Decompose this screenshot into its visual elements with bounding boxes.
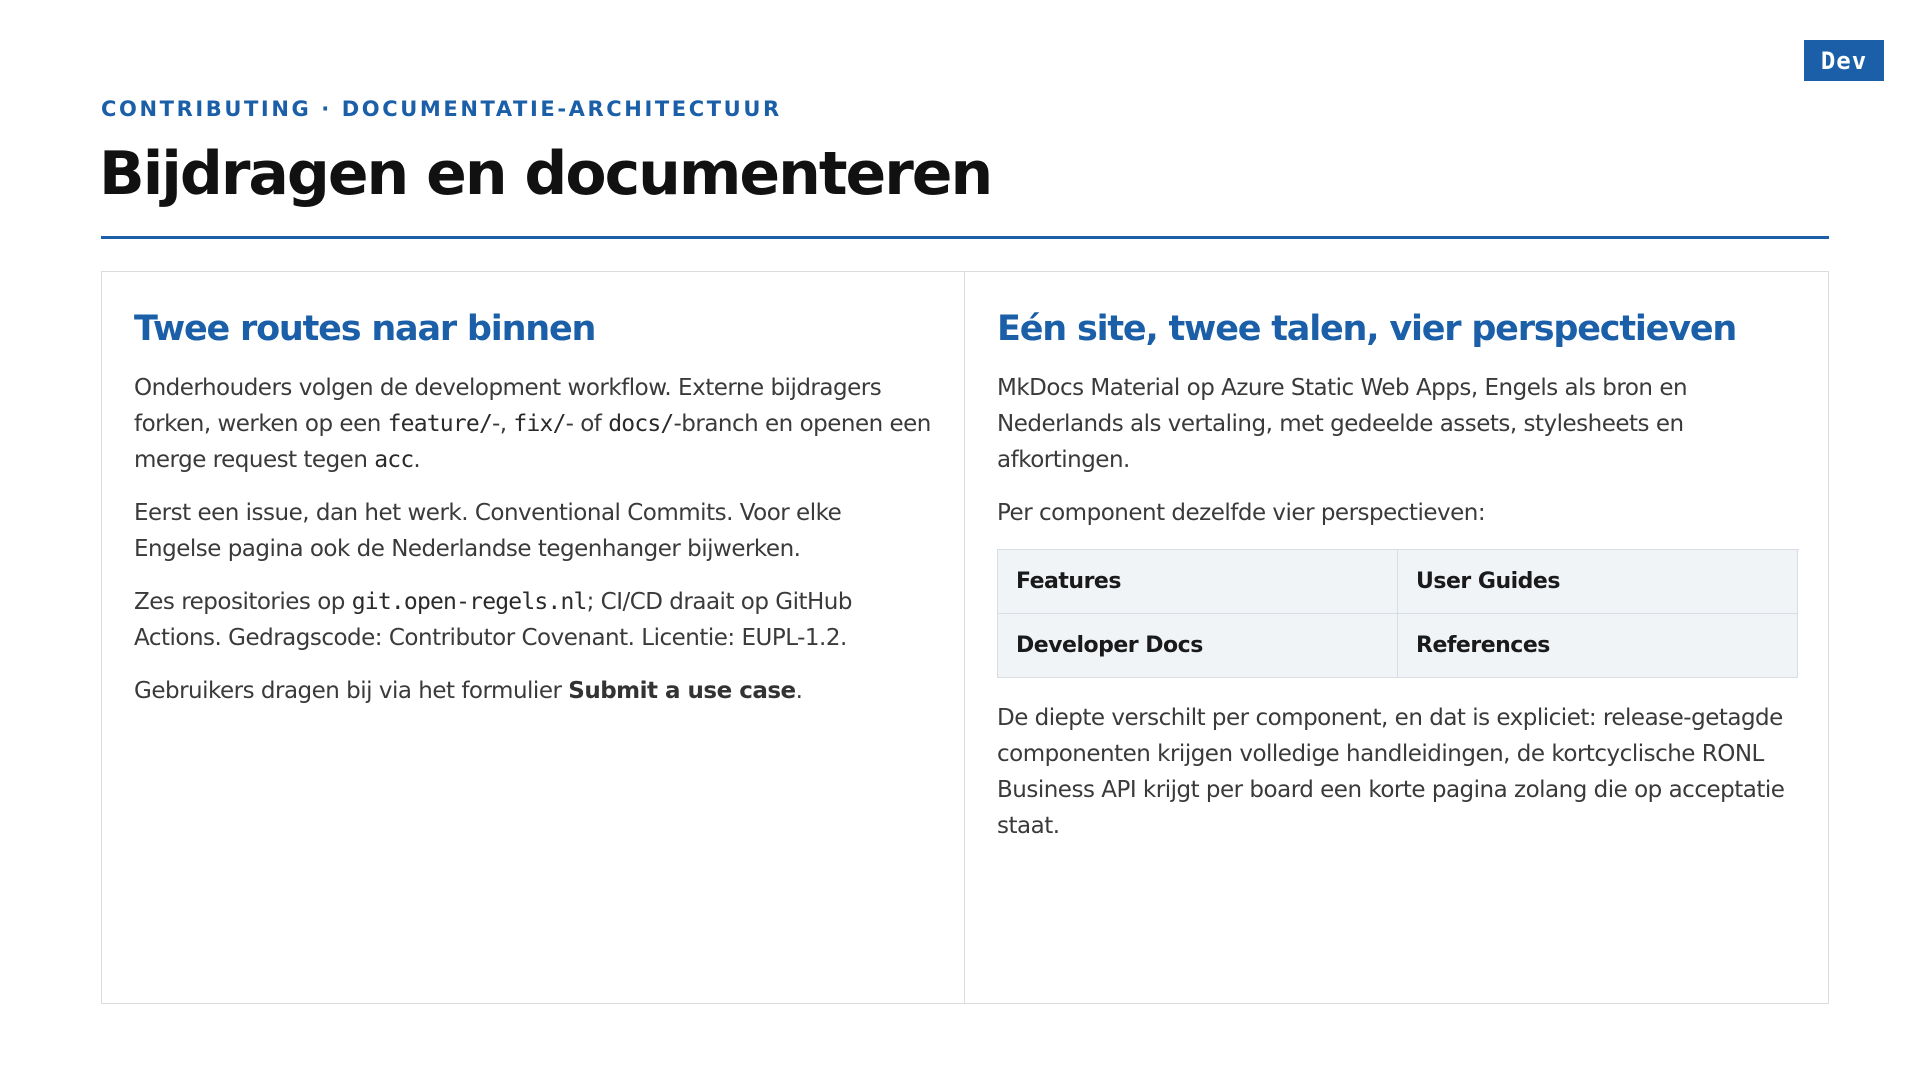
right-panel-heading: Eén site, twee talen, vier perspectieven (997, 309, 1737, 349)
perspective-user-guides: User Guides (1398, 550, 1798, 614)
perspective-developer-docs: Developer Docs (998, 614, 1398, 678)
workflow-text-3: - of (565, 411, 609, 437)
perspective-references: References (1398, 614, 1798, 678)
section-eyebrow: CONTRIBUTING · DOCUMENTATIE-ARCHITECTUUR (101, 97, 782, 121)
submit-use-case-label: Submit a use case (568, 678, 796, 704)
perspectives-intro: Per component dezelfde vier perspectieven: (997, 500, 1486, 526)
perspective-features: Features (998, 550, 1398, 614)
fix-branch-code: fix/ (513, 411, 566, 437)
repositories-text-2: ; CI/CD draait op GitHub Actions. Gedragscode: Contributor Covenant. Licentie: EUPL-1.2. (134, 589, 852, 651)
page-title: Bijdragen en documenteren (99, 139, 992, 209)
workflow-text-2: -, (492, 411, 514, 437)
feature-branch-code: feature/ (387, 411, 492, 437)
acc-branch-code: acc (374, 447, 414, 473)
workflow-text-5: . (413, 447, 421, 473)
workflow-text-1: Onderhouders volgen de development workflow. Externe bijdragers forken, werken op een (134, 375, 882, 437)
repositories-text-1: Zes repositories op (134, 589, 352, 615)
perspectives-grid (997, 549, 1799, 678)
git-host-code: git.open-regels.nl (351, 589, 587, 615)
repositories-paragraph (134, 584, 934, 656)
issue-paragraph: Eerst een issue, dan het werk. Conventional Commits. Voor elke Engelse pagina ook de Nederlandse tegenhanger bijwerken. (134, 500, 842, 562)
workflow-paragraph (134, 370, 934, 478)
title-divider (101, 236, 1829, 239)
use-case-paragraph (134, 673, 934, 709)
right-panel-content (997, 302, 1797, 861)
left-panel-content (134, 302, 934, 726)
docs-branch-code: docs/ (608, 411, 674, 437)
use-case-text-1: Gebruikers dragen bij via het formulier (134, 678, 569, 704)
environment-badge: Dev (1804, 40, 1884, 81)
workflow-text-4: -branch en openen een merge request tegen (134, 411, 931, 473)
left-panel (101, 271, 965, 1004)
left-panel-heading: Twee routes naar binnen (134, 309, 596, 349)
depth-paragraph: De diepte verschilt per component, en dat is expliciet: release-getagde componenten krijgen volledige handleidingen, de kortcyclische RONL Business API krijgt per board een korte pagina zolang die op acceptatie staat. (997, 705, 1785, 839)
site-paragraph: MkDocs Material op Azure Static Web Apps, Engels als bron en Nederlands als vertaling, met gedeelde assets, stylesheets en afkortingen. (997, 375, 1688, 473)
use-case-text-2: . (795, 678, 803, 704)
right-panel (964, 271, 1829, 1004)
